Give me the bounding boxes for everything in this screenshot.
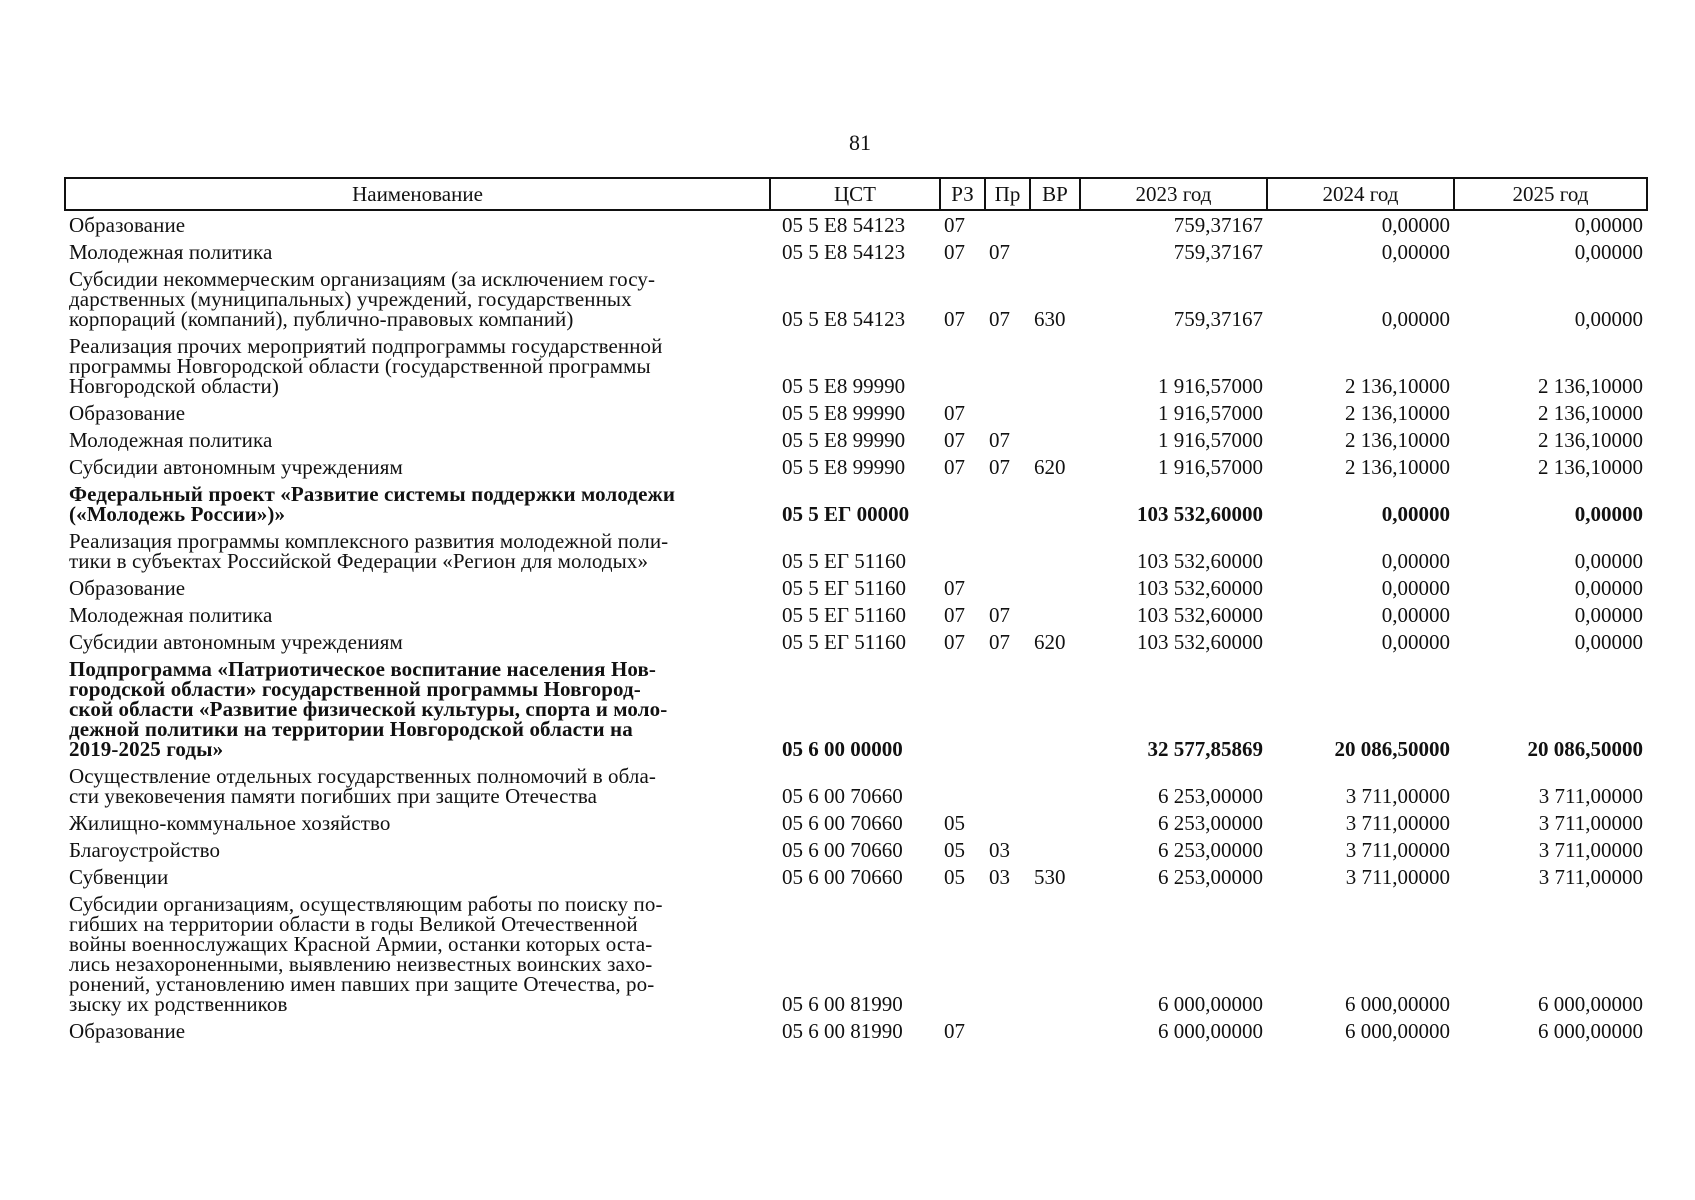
table-row — [65, 574, 1647, 601]
cell-rz: 07 — [944, 455, 965, 479]
table-row — [65, 762, 1647, 809]
cell-rz: 05 — [944, 838, 965, 862]
cell-cst: 05 5 ЕГ 51160 — [782, 630, 906, 654]
cell-2024: 2 136,10000 — [1345, 374, 1450, 398]
cell-name: Подпрограмма «Патриотическое воспитание населения Нов- городской области» государственной программы Новгород- ской области «Развитие физической культуры, спорта и моло- дежной политики на территории Новгородской области на 2019-2025 годы» — [69, 657, 668, 761]
header-row — [65, 178, 1647, 210]
cell-pr — [985, 480, 1030, 527]
table-row — [65, 265, 1647, 332]
budget-table — [64, 177, 1648, 1044]
cell-2024: 0,00000 — [1381, 549, 1450, 573]
cell-2025: 2 136,10000 — [1538, 374, 1643, 398]
cell-rz: 07 — [944, 1019, 965, 1043]
cell-cst: 05 5 ЕГ 00000 — [782, 502, 910, 526]
table-body — [65, 210, 1647, 1044]
cell-name: Молодежная политика — [69, 428, 273, 452]
cell-2025: 3 711,00000 — [1538, 838, 1643, 862]
cell-pr — [985, 332, 1030, 399]
cell-2025: 3 711,00000 — [1538, 784, 1643, 808]
cell-2023: 103 532,60000 — [1137, 603, 1263, 627]
cell-vr — [1030, 527, 1080, 574]
header-2023: 2023 год — [1080, 178, 1267, 210]
header-rz: РЗ — [940, 178, 985, 210]
cell-pr — [985, 527, 1030, 574]
cell-name: Федеральный проект «Развитие системы поддержки молодежи («Молодежь России»)» — [69, 482, 676, 526]
table-row — [65, 480, 1647, 527]
cell-name: Реализация прочих мероприятий подпрограммы государственной программы Новгородской области (государственной программы Новгородской области) — [69, 334, 663, 398]
header-2024: 2024 год — [1267, 178, 1454, 210]
cell-cst: 05 5 ЕГ 51160 — [782, 603, 906, 627]
cell-2024: 0,00000 — [1381, 307, 1450, 331]
cell-pr: 07 — [989, 428, 1010, 452]
cell-rz: 07 — [944, 630, 965, 654]
page-number: 81 — [849, 130, 871, 155]
cell-name: Молодежная политика — [69, 240, 273, 264]
cell-rz — [940, 762, 985, 809]
table-row — [65, 210, 1647, 238]
cell-2023: 1 916,57000 — [1158, 401, 1263, 425]
cell-2024: 0,00000 — [1381, 240, 1450, 264]
cell-2024: 20 086,50000 — [1334, 737, 1450, 761]
cell-2025: 3 711,00000 — [1538, 865, 1643, 889]
cell-2023: 103 532,60000 — [1137, 502, 1263, 526]
cell-cst: 05 6 00 70660 — [782, 811, 903, 835]
cell-cst: 05 5 Е8 54123 — [782, 307, 906, 331]
cell-2024: 0,00000 — [1381, 213, 1450, 237]
cell-cst: 05 5 ЕГ 51160 — [782, 576, 906, 600]
cell-rz: 07 — [944, 307, 965, 331]
cell-2025: 2 136,10000 — [1538, 428, 1643, 452]
cell-2024: 0,00000 — [1381, 576, 1450, 600]
header-2025: 2025 год — [1454, 178, 1647, 210]
table-row — [65, 1017, 1647, 1044]
cell-vr — [1030, 655, 1080, 762]
cell-rz: 07 — [944, 428, 965, 452]
cell-rz — [940, 527, 985, 574]
cell-2025: 0,00000 — [1574, 213, 1643, 237]
cell-pr — [985, 762, 1030, 809]
cell-rz — [940, 890, 985, 1017]
cell-2024: 2 136,10000 — [1345, 401, 1450, 425]
cell-pr — [985, 809, 1030, 836]
cell-2024: 3 711,00000 — [1345, 838, 1450, 862]
cell-rz: 07 — [944, 603, 965, 627]
cell-2025: 0,00000 — [1574, 240, 1643, 264]
cell-vr — [1030, 890, 1080, 1017]
cell-2024: 0,00000 — [1381, 630, 1450, 654]
cell-cst: 05 5 Е8 54123 — [782, 213, 906, 237]
cell-vr — [1030, 480, 1080, 527]
cell-cst: 05 5 Е8 99990 — [782, 428, 906, 452]
cell-2025: 6 000,00000 — [1538, 992, 1643, 1016]
table-row — [65, 890, 1647, 1017]
cell-name: Образование — [69, 576, 186, 600]
cell-2025: 0,00000 — [1574, 576, 1643, 600]
cell-vr — [1030, 601, 1080, 628]
cell-vr: 530 — [1034, 865, 1066, 889]
cell-name: Субсидии некоммерческим организациям (за исключением госу- дарственных (муниципальных) учреждений, государственных корпораций (компаний), публично-правовых компаний) — [69, 267, 656, 331]
cell-rz — [940, 655, 985, 762]
header-cst: ЦСТ — [770, 178, 940, 210]
cell-2023: 759,37167 — [1173, 213, 1263, 237]
table-row — [65, 426, 1647, 453]
cell-2023: 6 000,00000 — [1158, 992, 1263, 1016]
cell-pr: 07 — [989, 240, 1010, 264]
cell-2023: 6 000,00000 — [1158, 1019, 1263, 1043]
cell-2024: 3 711,00000 — [1345, 811, 1450, 835]
cell-2024: 3 711,00000 — [1345, 784, 1450, 808]
table-header — [65, 178, 1647, 210]
cell-vr — [1030, 399, 1080, 426]
cell-vr: 620 — [1034, 455, 1066, 479]
cell-rz: 07 — [944, 401, 965, 425]
table-row — [65, 836, 1647, 863]
header-pr: Пр — [985, 178, 1030, 210]
cell-pr — [985, 210, 1030, 238]
cell-2025: 0,00000 — [1574, 630, 1643, 654]
cell-2023: 759,37167 — [1173, 307, 1263, 331]
cell-2025: 0,00000 — [1574, 502, 1643, 526]
cell-2023: 6 253,00000 — [1158, 865, 1263, 889]
cell-pr: 07 — [989, 630, 1010, 654]
cell-name: Благоустройство — [69, 838, 221, 862]
cell-2023: 6 253,00000 — [1158, 784, 1263, 808]
cell-2025: 2 136,10000 — [1538, 401, 1643, 425]
cell-pr: 03 — [989, 865, 1010, 889]
cell-2023: 1 916,57000 — [1158, 374, 1263, 398]
cell-cst: 05 5 Е8 99990 — [782, 374, 906, 398]
cell-cst: 05 5 Е8 54123 — [782, 240, 906, 264]
cell-rz: 05 — [944, 865, 965, 889]
cell-pr: 03 — [989, 838, 1010, 862]
cell-2025: 0,00000 — [1574, 603, 1643, 627]
table-row — [65, 453, 1647, 480]
cell-2024: 2 136,10000 — [1345, 455, 1450, 479]
cell-2024: 0,00000 — [1381, 603, 1450, 627]
cell-cst: 05 6 00 70660 — [782, 784, 903, 808]
cell-rz — [940, 332, 985, 399]
cell-name: Субвенции — [69, 865, 169, 889]
cell-2023: 1 916,57000 — [1158, 428, 1263, 452]
cell-vr — [1030, 426, 1080, 453]
cell-2023: 32 577,85869 — [1147, 737, 1263, 761]
cell-2024: 6 000,00000 — [1345, 992, 1450, 1016]
table-row — [65, 527, 1647, 574]
table-row — [65, 809, 1647, 836]
cell-rz: 07 — [944, 240, 965, 264]
cell-2023: 103 532,60000 — [1137, 576, 1263, 600]
cell-pr — [985, 1017, 1030, 1044]
cell-rz: 07 — [944, 576, 965, 600]
cell-2024: 2 136,10000 — [1345, 428, 1450, 452]
cell-vr: 630 — [1034, 307, 1066, 331]
cell-vr — [1030, 210, 1080, 238]
cell-name: Субсидии организациям, осуществляющим работы по поиску по- гибших на территории области в годы Великой Отечественной войны военнослужащих Красной Армии, останки которых оста- лись незахороненными, выявлению неизвестных воинских захо- ронений, установлению имен павших при защите Отечества, ро- зыску их родственников — [69, 892, 663, 1016]
cell-2023: 759,37167 — [1173, 240, 1263, 264]
table-row — [65, 863, 1647, 890]
cell-2023: 6 253,00000 — [1158, 838, 1263, 862]
cell-2025: 2 136,10000 — [1538, 455, 1643, 479]
cell-vr — [1030, 332, 1080, 399]
cell-2025: 20 086,50000 — [1527, 737, 1643, 761]
cell-2023: 1 916,57000 — [1158, 455, 1263, 479]
cell-cst: 05 6 00 70660 — [782, 865, 903, 889]
cell-cst: 05 6 00 81990 — [782, 1019, 903, 1043]
cell-pr: 07 — [989, 455, 1010, 479]
cell-2023: 103 532,60000 — [1137, 549, 1263, 573]
cell-name: Реализация программы комплексного развития молодежной поли- тики в субъектах Российской Федерации «Регион для молодых» — [69, 529, 669, 573]
cell-name: Субсидии автономным учреждениям — [69, 630, 403, 654]
cell-2023: 6 253,00000 — [1158, 811, 1263, 835]
table-row — [65, 628, 1647, 655]
cell-2025: 3 711,00000 — [1538, 811, 1643, 835]
cell-name: Жилищно-коммунальное хозяйство — [69, 811, 391, 835]
cell-vr — [1030, 574, 1080, 601]
cell-rz: 07 — [944, 213, 965, 237]
table-row — [65, 399, 1647, 426]
cell-name: Молодежная политика — [69, 603, 273, 627]
cell-rz — [940, 480, 985, 527]
cell-pr — [985, 574, 1030, 601]
cell-cst: 05 6 00 70660 — [782, 838, 903, 862]
cell-pr — [985, 399, 1030, 426]
cell-cst: 05 6 00 81990 — [782, 992, 903, 1016]
cell-vr — [1030, 809, 1080, 836]
cell-2023: 103 532,60000 — [1137, 630, 1263, 654]
cell-pr: 07 — [989, 603, 1010, 627]
header-vr: ВР — [1030, 178, 1080, 210]
cell-2025: 0,00000 — [1574, 549, 1643, 573]
cell-cst: 05 5 Е8 99990 — [782, 401, 906, 425]
header-name: Наименование — [65, 178, 770, 210]
table-row — [65, 332, 1647, 399]
cell-vr — [1030, 836, 1080, 863]
cell-name: Образование — [69, 401, 186, 425]
cell-cst: 05 5 ЕГ 51160 — [782, 549, 906, 573]
cell-vr — [1030, 762, 1080, 809]
cell-name: Субсидии автономным учреждениям — [69, 455, 403, 479]
cell-name: Осуществление отдельных государственных полномочий в обла- сти увековечения памяти погибших при защите Отечества — [69, 764, 657, 808]
cell-name: Образование — [69, 1019, 186, 1043]
cell-cst: 05 5 Е8 99990 — [782, 455, 906, 479]
table-row — [65, 601, 1647, 628]
cell-2025: 6 000,00000 — [1538, 1019, 1643, 1043]
cell-cst: 05 6 00 00000 — [782, 737, 903, 761]
cell-pr: 07 — [989, 307, 1010, 331]
cell-2024: 3 711,00000 — [1345, 865, 1450, 889]
table-row — [65, 238, 1647, 265]
cell-2025: 0,00000 — [1574, 307, 1643, 331]
cell-pr — [985, 655, 1030, 762]
cell-name: Образование — [69, 213, 186, 237]
cell-vr — [1030, 238, 1080, 265]
cell-vr — [1030, 1017, 1080, 1044]
table-row — [65, 655, 1647, 762]
cell-vr: 620 — [1034, 630, 1066, 654]
cell-rz: 05 — [944, 811, 965, 835]
cell-2024: 0,00000 — [1381, 502, 1450, 526]
cell-pr — [985, 890, 1030, 1017]
cell-2024: 6 000,00000 — [1345, 1019, 1450, 1043]
